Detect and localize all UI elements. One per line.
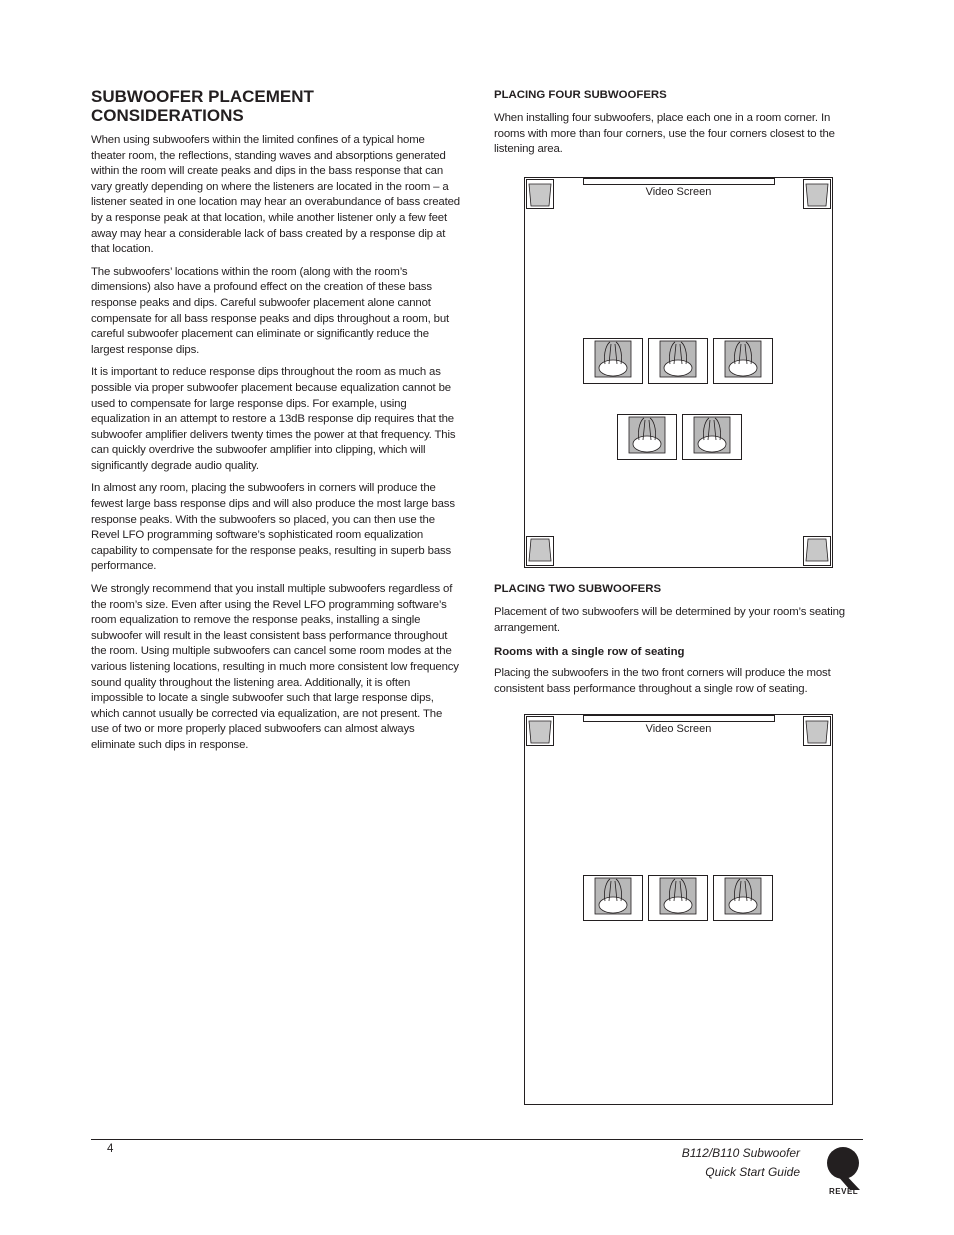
guide-title-line-1: B112/B110 Subwoofer xyxy=(681,1146,800,1160)
subwoofer-icon xyxy=(526,179,554,209)
left-column xyxy=(91,87,461,761)
subwoofer-icon xyxy=(803,716,831,746)
seat-icon xyxy=(713,875,773,921)
paragraph-4: In almost any room, placing the subwoofers in corners will produce the fewest large bass response dips and will also produce the most large bass response peaks. With the subwoofers so placed, you can then use the Revel LFO programming software’s sophisticated room equalization capability to compensate for the response peaks, resulting in superb bass performance. xyxy=(91,482,455,573)
guide-title xyxy=(682,1144,800,1182)
subwoofer-icon xyxy=(803,536,831,566)
subwoofer-icon xyxy=(526,716,554,746)
video-screen xyxy=(583,715,775,722)
guide-title-line-2: Quick Start Guide xyxy=(705,1165,800,1179)
paragraph-1: When using subwoofers within the limited confines of a typical home theater room, the reflections, standing waves and absorptions generated within the room will create peaks and dips in the bass response that can vary greatly depending on where the listeners are located in the room – a listener seated in one location may hear an overabundance of bass created by a response peak at that location, while another listener only a few feet away may hear a considerable lack of bass created by a response dip at that location. xyxy=(91,134,460,256)
two-subwoofers-section xyxy=(494,583,864,704)
footer-divider xyxy=(91,1139,863,1140)
paragraph-3: It is important to reduce response dips throughout the room as much as possible via proper subwoofer placement because equalization cannot be used to compensate for large response dips. For example, using equalization in an attempt to restore a 13dB response dip requires that the subwoofer amplifier delivers twenty times the power at that frequency. This can quickly overdrive the subwoofer amplifier into clipping, which will significantly degrade audio quality. xyxy=(91,366,456,472)
seat-icon xyxy=(583,875,643,921)
heading-line-1: SUBWOOFER PLACEMENT xyxy=(91,87,314,106)
two-subwoofers-text: Placement of two subwoofers will be determined by your room’s seating arrangement. xyxy=(494,606,845,634)
seat-icon xyxy=(648,875,708,921)
page-number: 4 xyxy=(107,1143,114,1155)
four-subwoofers-heading: PLACING FOUR SUBWOOFERS xyxy=(494,89,667,101)
subwoofer-icon xyxy=(803,179,831,209)
four-subwoofer-room-diagram xyxy=(524,177,833,568)
four-subwoofers-text: When installing four subwoofers, place each one in a room corner. In rooms with more than four corners, use the four corners closest to the listening area. xyxy=(494,112,835,156)
seat-icon xyxy=(617,414,677,460)
seat-icon xyxy=(713,338,773,384)
seat-icon xyxy=(583,338,643,384)
single-row-heading: Rooms with a single row of seating xyxy=(494,646,685,659)
logo-wordmark: REVEL xyxy=(829,1187,859,1196)
seat-icon xyxy=(648,338,708,384)
two-subwoofer-room-diagram xyxy=(524,714,833,1105)
heading-line-2: CONSIDERATIONS xyxy=(91,106,244,125)
section-heading xyxy=(91,87,461,125)
paragraph-5: We strongly recommend that you install multiple subwoofers regardless of the room’s size. Even after using the Revel LFO programming software’s room equalization to remove the response peaks, installing a single subwoofer will result in the least consistent bass performance throughout the room. Using multiple subwoofers can cancel some room modes at the various listening locations, resulting in much more consistent low frequency sound quality throughout the listening area. Additionally, it is often impossible to locate a single subwoofer such that large response dips, which cannot usually be corrected via equalization, are not present. The use of two or more properly placed subwoofers can almost always eliminate such dips in response. xyxy=(91,583,459,751)
video-screen-label: Video Screen xyxy=(645,186,712,198)
right-column xyxy=(494,87,864,165)
seat-icon xyxy=(682,414,742,460)
video-screen-label: Video Screen xyxy=(645,723,712,735)
paragraph-2: The subwoofers’ locations within the room (along with the room’s dimensions) also have a profound effect on the creation of these bass response peaks and dips. Careful subwoofer placement alone cannot compensate for all bass response peaks and dips throughout a room, but careful subwoofer placement can eliminate or significantly reduce the largest response dips. xyxy=(91,265,450,356)
two-subwoofers-heading: PLACING TWO SUBWOOFERS xyxy=(494,583,662,595)
video-screen xyxy=(583,178,775,185)
subwoofer-icon xyxy=(526,536,554,566)
single-row-text: Placing the subwoofers in the two front corners will produce the most consistent bass performance throughout a single row of seating. xyxy=(494,667,831,695)
